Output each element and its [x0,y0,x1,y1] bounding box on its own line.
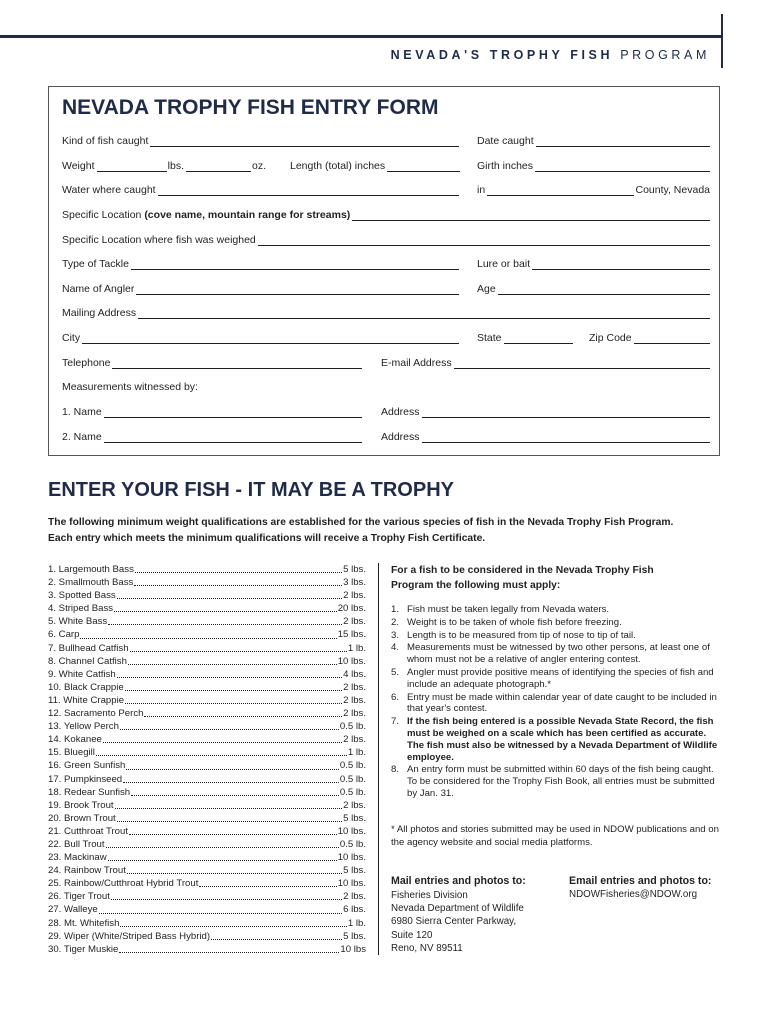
mail-org: Fisheries Division [391,890,468,901]
leader-dots [126,759,339,769]
witness-2-address-field[interactable] [381,427,710,443]
weight-lbs-line[interactable] [97,160,167,172]
girth-label: Girth inches [477,160,534,172]
state-label: State [477,332,502,344]
mailing-label: Mailing Address [62,307,137,319]
fish-list-item [48,668,366,681]
length-label: Length (total) inches [290,160,386,172]
leader-dots [106,838,339,848]
zip-label: Zip Code [589,332,632,344]
fish-list-item [48,877,366,890]
fish-min-weight: 2 lbs. [343,708,366,720]
rule-item [391,716,723,763]
angler-line[interactable] [136,283,459,295]
fish-name: 2. Smallmouth Bass [48,577,134,589]
county-label: County, Nevada [635,184,710,196]
witness-2-name-label: 2. Name [62,431,102,443]
fish-min-weight: 5 lbs. [343,865,366,877]
kind-of-fish-field[interactable] [62,131,459,147]
fish-name: 24. Rainbow Trout [48,865,126,877]
weight-lbs-field[interactable] [62,156,184,172]
witness-2-name-line[interactable] [104,431,362,443]
leader-dots [103,733,342,743]
fish-min-weight: 1 lb. [347,642,366,654]
fish-list-item [48,773,366,786]
witnessed-heading [62,377,362,393]
rule-text: Fish must be taken legally from Nevada waters. [407,604,610,615]
fish-list-item [48,864,366,877]
length-field[interactable] [290,156,460,172]
fish-min-weight: 15 lbs. [337,629,366,641]
mail-city: Reno, NV 89511 [391,942,463,954]
rule-number: 7. [391,716,400,728]
leader-dots [211,930,342,940]
fish-name: 10. Black Crappie [48,681,124,693]
fish-list-item [48,838,366,851]
fish-min-weight: 2 lbs. [343,891,366,903]
column-divider [378,563,379,955]
specific-location-text: Specific Location [62,209,142,221]
leader-dots [123,773,339,783]
age-label: Age [477,283,496,295]
rule-number: 4. [391,642,400,654]
rule-item [391,764,723,799]
fish-name: 8. Channel Catfish [48,655,127,667]
fish-name: 21. Cutthroat Trout [48,825,128,837]
fish-list-item [48,602,366,615]
email-field[interactable] [381,353,710,369]
leader-dots [111,890,342,900]
fish-name: 20. Brown Trout [48,812,116,824]
lure-line[interactable] [532,258,710,270]
fish-name: 6. Carp [48,629,80,641]
fish-name: 5. White Bass [48,616,108,628]
leader-dots [144,707,342,717]
telephone-label: Telephone [62,357,111,369]
mail-address [391,889,524,955]
leader-dots [120,917,346,927]
fish-min-weight: 5 lbs. [343,564,366,575]
rule-item [391,642,723,666]
fish-min-weight: 10 lbs. [337,825,366,837]
fish-min-weight: 0.5 lb. [339,760,366,772]
leader-dots [131,786,339,796]
witness-2-address-line[interactable] [422,431,710,443]
fish-list-item [48,576,366,589]
fish-min-weight: 2 lbs. [343,616,366,628]
rule-number: 1. [391,604,400,615]
fish-list-item [48,642,366,655]
fish-min-weight: 2 lbs. [343,799,366,811]
specific-weighed-label: Specific Location where fish was weighed [62,234,256,246]
form-row-telephone [62,353,710,369]
fish-min-weight: 10 lbs. [337,852,366,864]
section-intro: The following minimum weight qualifications are established for the various species of fish in the Nevada Trophy Fish Program. Each entry which meets the minimum qualifications will receive a Trophy Fish Certificate. [48,517,674,544]
in-label: in [477,184,486,196]
lbs-label: lbs. [167,160,184,172]
email-label: E-mail Address [381,357,452,369]
form-row-witness-1 [62,402,710,418]
fish-list-item [48,733,366,746]
rule-item [391,692,723,716]
telephone-line[interactable] [112,357,362,369]
zip-field[interactable] [589,328,710,344]
fish-list-item [48,903,366,916]
state-field[interactable] [477,328,573,344]
witness-1-name-line[interactable] [104,406,362,418]
fish-name: 9. White Catfish [48,668,116,680]
form-title: NEVADA TROPHY FISH ENTRY FORM [62,96,439,119]
leader-dots [80,628,336,638]
water-field[interactable] [62,180,459,196]
program-title-light: PROGRAM [620,48,710,62]
witness-2-address-label: Address [381,431,420,443]
fish-name: 22. Bull Trout [48,838,105,850]
tackle-field[interactable] [62,254,459,270]
fish-name: 14. Kokanee [48,734,102,746]
fish-list-item [48,799,366,812]
program-title-bold: NEVADA'S TROPHY FISH [390,48,614,62]
fish-list-item [48,655,366,668]
fish-name: 30. Tiger Muskie [48,943,119,955]
weight-oz-line[interactable] [186,160,251,172]
rule-text: Angler must provide positive means of identifying the species of fish and include an adequate photograph.* [407,666,714,690]
program-title [391,48,710,62]
fish-list-item [48,917,366,930]
fish-name: 27. Walleye [48,904,98,916]
fish-name: 28. Mt. Whitefish [48,917,120,929]
witness-1-name-label: 1. Name [62,406,102,418]
leader-dots [130,642,347,652]
fish-min-weight: 6 lbs. [343,904,366,916]
girth-line[interactable] [535,160,710,172]
rule-text: Weight is to be taken of whole fish before freezing. [407,616,622,628]
leader-dots [117,668,342,678]
leader-dots [127,864,342,874]
leader-dots [99,903,342,913]
age-line[interactable] [498,283,710,295]
fish-list-item [48,746,366,759]
mail-street: 6980 Sierra Center Parkway, [391,916,517,928]
rules-list [391,604,723,801]
specific-location-field[interactable] [62,205,710,221]
form-row-city [62,328,710,344]
leader-dots [108,851,337,861]
fish-list-item [48,851,366,864]
mail-dept: Nevada Department of Wildlife [391,903,524,915]
email-address-link[interactable]: NDOWFisheries@NDOW.org [569,889,698,900]
fish-list-item [48,681,366,694]
kind-of-fish-label: Kind of fish caught [62,135,149,147]
leader-dots [128,655,337,665]
leader-dots [120,720,339,730]
rules-heading: For a fish to be considered in the Nevada Trophy Fish Program the following must apply: [391,565,654,591]
header-rule [0,35,722,38]
leader-dots [114,602,337,612]
age-field[interactable] [477,279,710,295]
witness-2-name-field[interactable] [62,427,362,443]
rule-text: Length is to be measured from tip of nose to tip of tail. [407,629,636,641]
rule-item [391,604,723,616]
fish-name: 7. Bullhead Catfish [48,642,129,654]
form-row-witness-2 [62,427,710,443]
leader-dots [119,943,339,953]
fish-min-weight: 1 lb. [347,747,366,759]
mail-suite: Suite 120 [391,929,433,941]
angler-field[interactable] [62,279,459,295]
rule-text: Entry must be made within calendar year of date caught to be included in that year's contest. [407,691,717,715]
county-field[interactable] [477,180,710,196]
water-label: Water where caught [62,184,156,196]
rule-text: Measurements must be witnessed by two other persons, at least one of whom must not be a relative of angler entering contest. [407,642,710,666]
fish-min-weight: 4 lbs. [343,668,366,680]
rule-number: 3. [391,629,400,641]
weight-label: Weight [62,160,95,172]
date-caught-line[interactable] [536,135,710,147]
tackle-label: Type of Tackle [62,258,129,270]
fish-min-weight: 0.5 lb. [339,773,366,785]
specific-location-label [62,209,352,221]
state-line[interactable] [504,332,573,344]
fish-list-item [48,890,366,903]
angler-label: Name of Angler [62,283,135,295]
fish-list-item [48,943,366,956]
form-row-specific [62,205,710,221]
fish-min-weight: 20 lbs. [337,603,366,615]
fish-list-item [48,707,366,720]
leader-dots [96,746,347,756]
fish-min-weight: 2 lbs. [343,590,366,602]
email-line[interactable] [454,357,710,369]
length-line[interactable] [387,160,460,172]
form-row-angler [62,279,710,295]
specific-location-note: (cove name, mountain range for streams) [144,209,351,221]
leader-dots [135,563,342,573]
fish-list-item [48,759,366,772]
fish-name: 26. Tiger Trout [48,891,110,903]
fish-list-item [48,720,366,733]
rule-number: 6. [391,691,400,703]
witness-1-address-line[interactable] [422,406,710,418]
fish-name: 4. Striped Bass [48,603,114,615]
city-line[interactable] [82,332,459,344]
section-heading: ENTER YOUR FISH - IT MAY BE A TROPHY [48,479,454,501]
fish-name: 13. Yellow Perch [48,721,119,733]
fish-name: 19. Brook Trout [48,799,114,811]
weight-oz-field[interactable] [186,156,266,172]
fish-min-weight: 10 lbs. [337,878,366,890]
leader-dots [125,694,342,704]
tackle-line[interactable] [131,258,459,270]
leader-dots [117,812,342,822]
leader-dots [108,615,342,625]
specific-weighed-line[interactable] [258,234,710,246]
kind-of-fish-line[interactable] [150,135,459,147]
rule-text: An entry form must be submitted within 60 days of the fish being caught. To be considered for the Trophy Fish Book, all entries must be submitted by Jan. 31. [407,764,715,799]
fish-name: 12. Sacramento Perch [48,708,144,720]
rule-number: 5. [391,666,400,678]
fish-min-weight: 0.5 lb. [339,721,366,733]
form-row-kind [62,131,710,147]
fish-min-weight: 10 lbs. [337,655,366,667]
leader-dots [129,825,337,835]
fish-min-weight: 3 lbs. [343,577,366,589]
rule-number: 2. [391,616,400,628]
lure-label: Lure or bait [477,258,531,270]
fish-list-item [48,563,366,576]
fish-weight-list [48,563,366,956]
leader-dots [115,799,342,809]
oz-label: oz. [251,160,266,172]
rule-item [391,617,723,629]
fish-list-item [48,812,366,825]
fish-list-item [48,694,366,707]
rule-number: 8. [391,764,400,776]
form-row-water [62,180,710,196]
fish-name: 16. Green Sunfish [48,760,126,772]
form-row-tackle [62,254,710,270]
fish-list-item [48,786,366,799]
mailing-field[interactable] [62,303,710,319]
mail-heading: Mail entries and photos to: [391,875,526,887]
fish-name: 3. Spotted Bass [48,590,116,602]
fish-min-weight: 5 lbs. [343,930,366,942]
fish-list-item [48,825,366,838]
fish-min-weight: 0.5 lb. [339,786,366,798]
fish-name: 23. Mackinaw [48,852,107,864]
fish-min-weight: 2 lbs. [343,694,366,706]
leader-dots [117,589,342,599]
fish-name: 25. Rainbow/Cutthroat Hybrid Trout [48,878,199,890]
specific-weighed-field[interactable] [62,230,710,246]
fish-list-item [48,930,366,943]
fish-list-item [48,628,366,641]
date-caught-label: Date caught [477,135,534,147]
fish-name: 15. Bluegill [48,747,95,759]
zip-line[interactable] [634,332,710,344]
fish-min-weight: 0.5 lb. [339,838,366,850]
rule-text: If the fish being entered is a possible Nevada State Record, the fish must be weighed on a scale which has been certified as accurate. The fish must also be witnessed by a Nevada Department of Wildlife employee. [407,716,718,763]
fish-list-item [48,615,366,628]
fish-name: 18. Redear Sunfish [48,786,131,798]
telephone-field[interactable] [62,353,362,369]
date-caught-field[interactable] [477,131,710,147]
fish-min-weight: 5 lbs. [343,812,366,824]
form-row-weighed [62,230,710,246]
leader-dots [134,576,342,586]
witness-1-address-field[interactable] [381,402,710,418]
rule-item [391,630,723,642]
witnessed-label: Measurements witnessed by: [62,381,198,393]
fish-min-weight: 2 lbs. [343,734,366,746]
fish-name: 17. Pumpkinseed [48,773,123,785]
fish-name: 29. Wiper (White/Striped Bass Hybrid) [48,930,211,942]
girth-field[interactable] [477,156,710,172]
leader-dots [199,877,336,887]
witness-1-name-field[interactable] [62,402,362,418]
city-field[interactable] [62,328,459,344]
photo-note: * All photos and stories submitted may be used in NDOW publications and on the agency website and social media platforms. [391,824,719,848]
water-line[interactable] [158,184,459,196]
county-line[interactable] [487,184,634,196]
email-heading: Email entries and photos to: [569,875,712,887]
fish-min-weight: 10 lbs [340,943,366,955]
form-row-mailing [62,303,710,319]
city-label: City [62,332,81,344]
fish-min-weight: 1 lb. [347,917,366,929]
fish-min-weight: 2 lbs. [343,681,366,693]
mailing-line[interactable] [138,307,710,319]
witness-1-address-label: Address [381,406,420,418]
fish-name: 1. Largemouth Bass [48,564,134,575]
form-row-weight [62,156,710,172]
rule-item [391,667,723,691]
leader-dots [125,681,342,691]
header-vertical-rule [721,14,723,68]
form-row-witnessed [62,377,710,393]
lure-field[interactable] [477,254,710,270]
fish-list-item [48,589,366,602]
fish-name: 11. White Crappie [48,694,125,706]
specific-location-line[interactable] [352,209,710,221]
